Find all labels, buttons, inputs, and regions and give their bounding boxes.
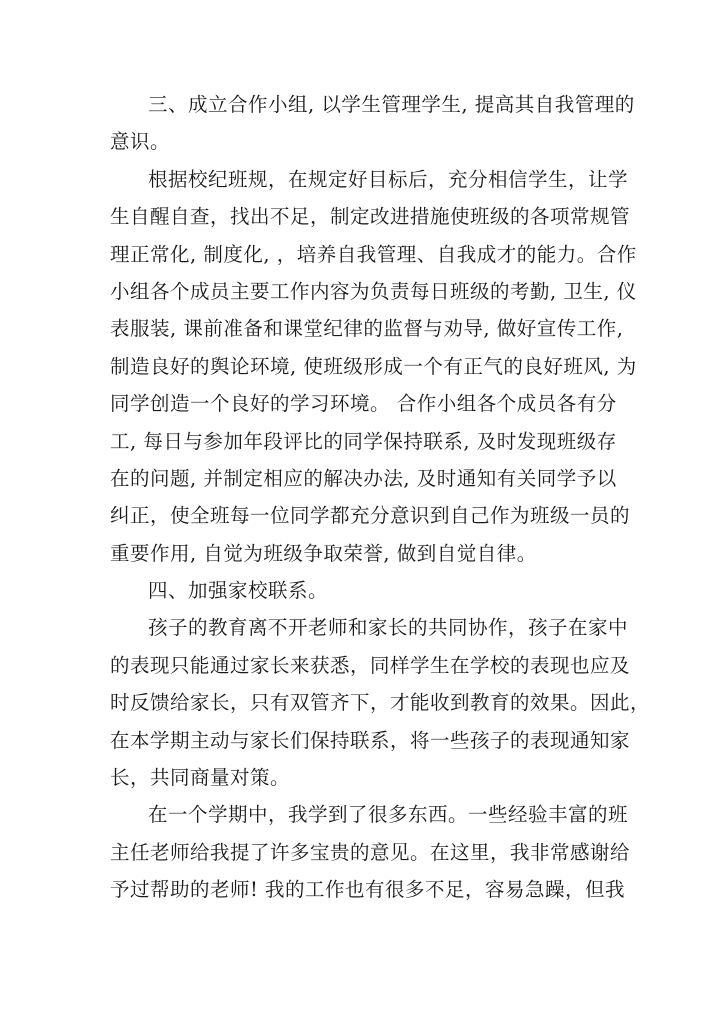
text-line: 工, 每日与参加年段评比的同学保持联系, 及时发现班级存 [110, 429, 617, 453]
document-body [110, 86, 651, 909]
text-line: 理正常化, 制度化, ，培养自我管理、自我成才的能力。合作 [110, 242, 637, 266]
text-line: 的表现只能通过家长来获悉，同样学生在学校的表现也应及 [110, 653, 631, 677]
text-line: 小组各个成员主要工作内容为负责每日班级的考勤, 卫生, 仪 [110, 279, 637, 303]
text-line: 时反馈给家长，只有双管齐下，才能收到教育的效果。因此， [110, 691, 651, 715]
text-line: 表服装, 课前准备和课堂纪律的监督与劝导, 做好宣传工作, [110, 317, 624, 341]
section-heading-4: 四、加强家校联系。 [148, 579, 329, 603]
text-line: 在的问题, 并制定相应的解决办法, 及时通知有关同学予以 [110, 466, 617, 490]
text-line: 予过帮助的老师! 我的工作也有很多不足，容易急躁，但我 [110, 878, 626, 902]
text-line: 同学创造一个良好的学习环境。 合作小组各个成员各有分 [110, 392, 617, 416]
paragraph-start: 孩子的教育离不开老师和家长的共同协作，孩子在家中 [148, 616, 629, 640]
paragraph-start: 在一个学期中，我学到了很多东西。一些经验丰富的班 [148, 803, 629, 827]
paragraph-start: 根据校纪班规，在规定好目标后，充分相信学生，让学 [148, 167, 629, 191]
text-line: 主任老师给我提了许多宝贵的意见。在这里，我非常感谢给 [110, 840, 631, 864]
text-line: 重要作用, 自觉为班级争取荣誉, 做到自觉自律。 [110, 541, 537, 565]
text-line: 在本学期主动与家长们保持联系，将一些孩子的表现通知家 [110, 728, 631, 752]
text-line: 意识。 [110, 130, 171, 154]
text-line: 长，共同商量对策。 [110, 766, 291, 790]
text-line: 生自醒自查，找出不足，制定改进措施使班级的各项常规管 [110, 205, 631, 229]
text-line: 制造良好的舆论环境, 使班级形成一个有正气的良好班风, 为 [110, 354, 637, 378]
text-line: 纠正，使全班每一位同学都充分意识到自己作为班级一员的 [110, 504, 631, 528]
section-heading-3: 三、成立合作小组, 以学生管理学生, 提高其自我管理的 [148, 93, 635, 116]
